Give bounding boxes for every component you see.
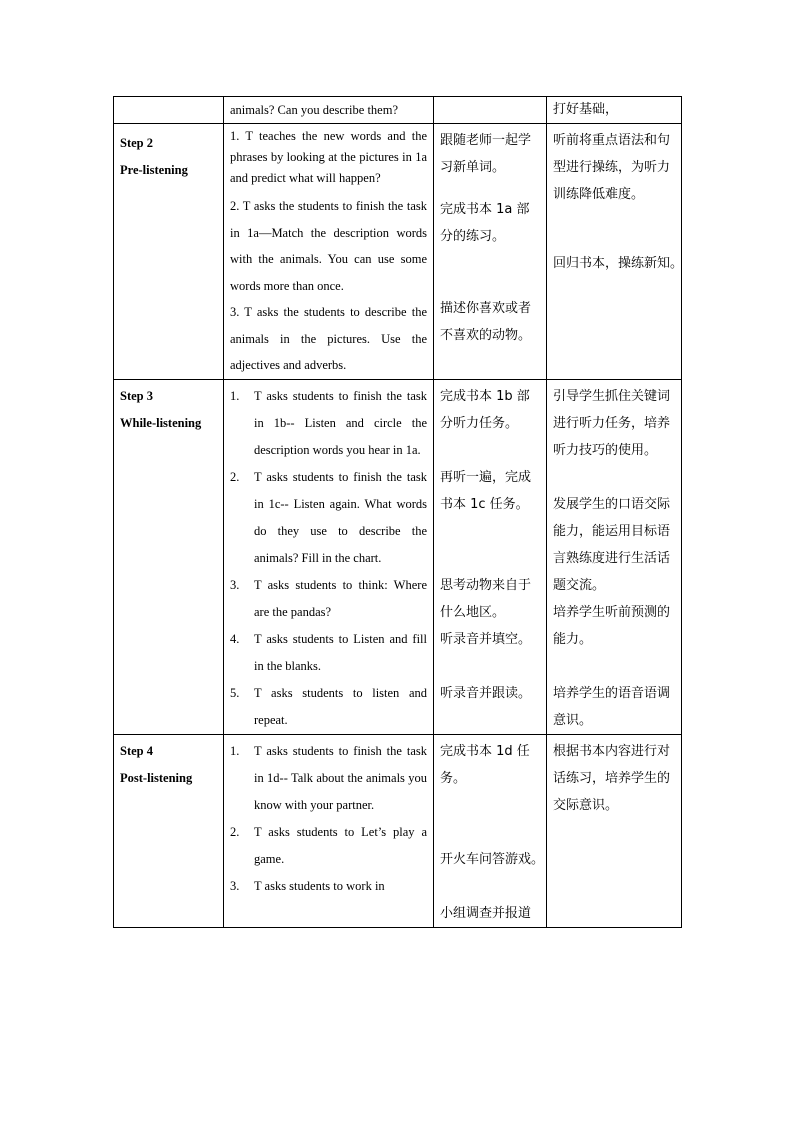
activity-item: 2. T asks students to Let’s play a game.	[230, 824, 427, 866]
step-label: Step 3	[120, 388, 153, 403]
activity-item: 2. T asks the students to finish the task in 1a—Match the description words with the animals. You can use some words more than once.	[230, 199, 427, 293]
student-activity: 描述你喜欢或者不喜欢的动物。	[440, 301, 532, 343]
activity-cell	[224, 97, 434, 124]
activity-item: 1. T asks students to finish the task in 1d-- Talk about the animals you know with your partner.	[230, 743, 427, 812]
step-cell	[114, 97, 224, 124]
student-activity: 完成书本 1d 任务。	[440, 743, 530, 786]
step-name: Post-listening	[120, 770, 193, 785]
student-activity: 听录音并填空。	[440, 631, 532, 647]
step-label: Step 2	[120, 136, 153, 150]
activity-text: animals? Can you describe them?	[230, 103, 398, 117]
activity-cell	[224, 379, 434, 734]
activity-item: 1. T asks students to finish the task in 1b-- Listen and circle the description words you hear in 1a.	[230, 388, 427, 457]
purpose-text: 听前将重点语法和句型进行操练，为听力训练降低难度。	[553, 133, 671, 202]
student-activity: 听录音并跟读。	[440, 685, 532, 701]
student-cell	[434, 124, 547, 380]
activity-item: 5. T asks students to listen and repeat.	[230, 685, 427, 727]
purpose-cell	[547, 97, 682, 124]
table-row	[114, 124, 682, 380]
activity-item: 1. T teaches the new words and the phrases by looking at the pictures in 1a and predict what will happen?	[230, 129, 427, 185]
activity-cell	[224, 124, 434, 380]
step-cell	[114, 379, 224, 734]
activity-item: 3. T asks students to work in	[230, 878, 385, 893]
table-row	[114, 734, 682, 927]
activity-item: 3. T asks students to think: Where are the pandas?	[230, 577, 427, 619]
table-row	[114, 379, 682, 734]
student-activity: 思考动物来自于什么地区。	[440, 577, 532, 620]
student-cell	[434, 97, 547, 124]
student-activity: 再听一遍，完成书本 1c 任务。	[440, 469, 532, 512]
student-activity: 跟随老师一起学习新单词。	[440, 133, 532, 175]
student-activity: 完成书本 1b 部分听力任务。	[440, 388, 530, 431]
purpose-cell	[547, 124, 682, 380]
table-row	[114, 97, 682, 124]
activity-item: 2. T asks students to finish the task in 1c-- Listen again. What words do they use to describe the animals? Fill in the chart.	[230, 469, 427, 565]
purpose-text: 培养学生听前预测的能力。	[553, 604, 671, 647]
lesson-plan-table	[113, 96, 682, 928]
student-cell	[434, 379, 547, 734]
step-name: Pre-listening	[120, 163, 188, 177]
student-activity: 完成书本 1a 部分的练习。	[440, 202, 530, 244]
purpose-text: 回归书本，操练新知。	[553, 256, 684, 271]
purpose-cell	[547, 734, 682, 927]
purpose-text: 根据书本内容进行对话练习，培养学生的交际意识。	[553, 743, 671, 813]
step-label: Step 4	[120, 743, 153, 758]
activity-item: 3. T asks the students to describe the animals in the pictures. Use the adjectives and adverbs.	[230, 305, 427, 372]
student-activity: 开火车问答游戏。	[440, 851, 545, 867]
student-activity: 小组调查并报道	[440, 905, 532, 921]
purpose-cell	[547, 379, 682, 734]
purpose-text: 发展学生的口语交际能力，能运用目标语言熟练度进行生活话题交流。	[553, 496, 671, 593]
purpose-text: 引导学生抓住关键词进行听力任务，培养听力技巧的使用。	[553, 388, 671, 458]
step-name: While-listening	[120, 415, 202, 430]
activity-cell	[224, 734, 434, 927]
step-cell	[114, 124, 224, 380]
purpose-text: 打好基础，	[553, 102, 619, 117]
student-cell	[434, 734, 547, 927]
activity-item: 4. T asks students to Listen and fill in the blanks.	[230, 631, 427, 673]
purpose-text: 培养学生的语音语调意识。	[553, 685, 671, 728]
step-cell	[114, 734, 224, 927]
